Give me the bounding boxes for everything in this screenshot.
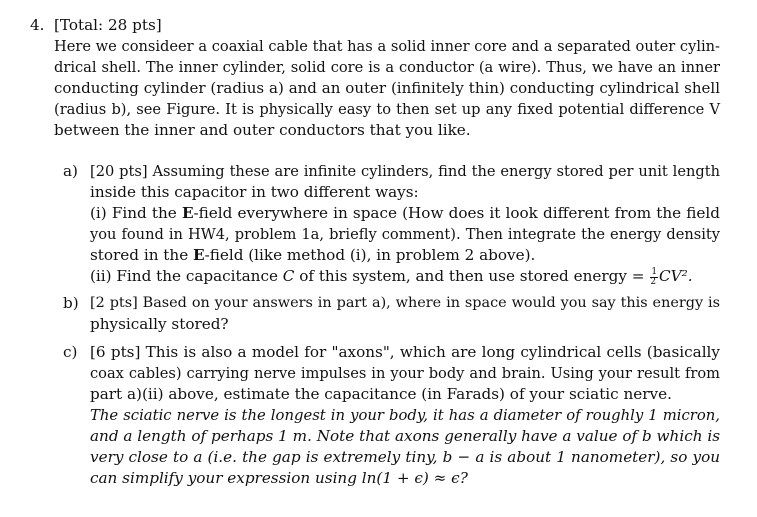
- problem-intro: [54, 36, 720, 141]
- part-a-ii-text: of this system, and then use stored energy =: [294, 267, 650, 285]
- energy-formula: CV².: [659, 267, 693, 285]
- intro-line: between the inner and outer conductors that you like.: [54, 121, 471, 139]
- part-a-body: [90, 161, 720, 287]
- part-b-body: [90, 293, 720, 335]
- part-a-ii-text: (ii) Find the capacitance: [90, 267, 283, 285]
- part-c-note-line: very close to a (i.e. the gap is extremely tiny, b − a is about 1 nanometer), so you: [90, 448, 720, 466]
- part-a-i-line: [90, 245, 720, 266]
- fraction-denominator: 2: [650, 276, 657, 287]
- part-c-note-line: The sciatic nerve is the longest in your body, it has a diameter of roughly 1 micron,: [90, 407, 720, 424]
- part-c-note-line: can simplify your expression using ln(1 + ϵ) ≈ ϵ?: [90, 469, 468, 487]
- intro-line: Here we consideer a coaxial cable that has a solid inner core and a separated outer cylin-: [54, 38, 720, 55]
- part-a-i-line: [90, 203, 720, 224]
- part-c-line: part a)(ii) above, estimate the capacitance (in Farads) of your sciatic nerve.: [90, 385, 672, 403]
- part-c-label: c): [63, 343, 78, 361]
- problem-header: [30, 15, 162, 36]
- fraction-numerator: 1: [651, 266, 658, 277]
- one-half-fraction: [650, 268, 658, 287]
- part-a-line: inside this capacitor in two different ways:: [90, 183, 419, 201]
- intro-line: conducting cylinder (radius a) and an outer (infinitely thin) conducting cylindrical shell: [54, 79, 720, 97]
- part-a-line: [20 pts] Assuming these are infinite cylinders, find the energy stored per unit length: [90, 163, 720, 180]
- part-c-body: [90, 342, 720, 489]
- e-field-symbol: E: [193, 246, 205, 264]
- problem-total-points: [Total: 28 pts]: [54, 16, 162, 34]
- part-a-i-text: (i) Find the: [90, 204, 182, 222]
- e-field-symbol: E: [181, 204, 194, 222]
- part-a-i-text: -field (like method (i), in problem 2 above).: [204, 246, 536, 264]
- part-b-line: [2 pts] Based on your answers in part a), where in space would you say this energy is: [90, 295, 720, 311]
- part-c-line: [6 pts] This is also a model for "axons", which are long cylindrical cells (basically: [90, 343, 720, 361]
- part-a-label: a): [63, 162, 78, 180]
- part-b-label: b): [63, 294, 79, 312]
- part-a-i-text: stored in the: [90, 246, 194, 264]
- part-b-line: physically stored?: [90, 315, 229, 333]
- intro-line: drical shell. The inner cylinder, solid core is a conductor (a wire). Thus, we have an inner: [54, 59, 720, 76]
- part-c-note-line: and a length of perhaps 1 m. Note that axons generally have a value of b which is: [90, 427, 720, 445]
- part-c-line: coax cables) carrying nerve impulses in your body and brain. Using your result from: [90, 365, 720, 382]
- part-a-i-text: -field everywhere in space (How does it look different from the field: [193, 204, 720, 222]
- part-a-i-line: you found in HW4, problem 1a, briefly comment). Then integrate the energy density: [90, 226, 720, 243]
- part-a-ii-line: [90, 266, 720, 287]
- capacitance-symbol: C: [282, 267, 295, 285]
- intro-line: (radius b), see Figure. It is physically easy to then set up any fixed potential difference V: [54, 101, 720, 118]
- problem-number: 4.: [30, 16, 45, 34]
